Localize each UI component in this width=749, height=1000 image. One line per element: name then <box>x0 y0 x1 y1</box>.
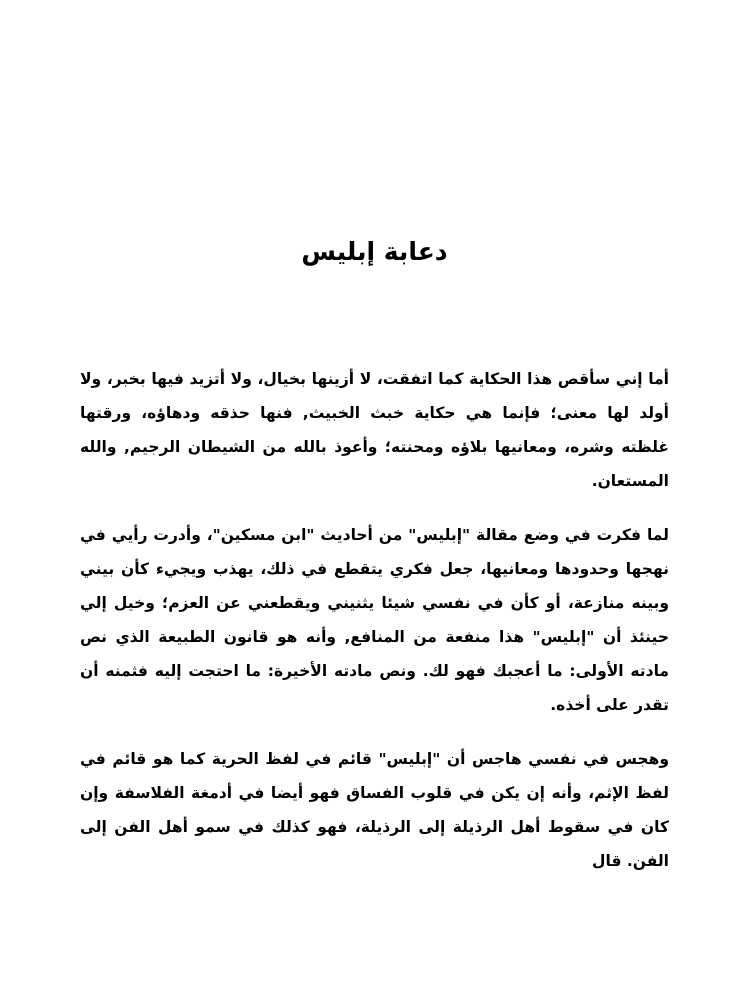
paragraph-2: لما فكرت في وضع مقالة "إبليس" من أحاديث "ابن مسكين"، وأدرت رأيي في نهجها وحدودها ومعانيها، جعل فكري يتقطع في ذلك، يهذب ويجيء كأن بيني وبينه منازعة، أو كأن في نفسي شيئا يثنيني ويقطعني عن العزم؛ وخيل إلي حينئذ أن "إبليس" هذا منفعة من المنافع, وأنه هو قانون الطبيعة الذي نص مادته الأولى: ما أعجبك فهو لك. ونص مادته الأخيرة: ما احتجت إليه فثمنه أن تقدر على أخذه. <box>80 526 669 714</box>
document-body <box>80 362 669 898</box>
paragraph-3: وهجس في نفسي هاجس أن "إبليس" قائم في لفظ الحرية كما هو قائم في لفظ الإثم، وأنه إن يكن في قلوب الفساق فهو أيضا في أدمغة الفلاسفة وإن كان في سقوط أهل الرذيلة إلى الرذيلة، فهو كذلك في سمو أهل الفن إلى الفن. قال <box>80 750 669 870</box>
document-title: دعابة إبليس <box>301 237 448 266</box>
paragraph-1: أما إني سأقص هذا الحكاية كما اتفقت، لا أزينها بخيال، ولا أتزيد فيها بخبر، ولا أولد لها معنى؛ فإنما هي حكاية خبث الخبيث, فنها حذقه ودهاؤه، ورقتها غلظته وشره، ومعانيها بلاؤه ومحنته؛ وأعوذ بالله من الشيطان الرجيم, والله المستعان. <box>80 370 669 490</box>
